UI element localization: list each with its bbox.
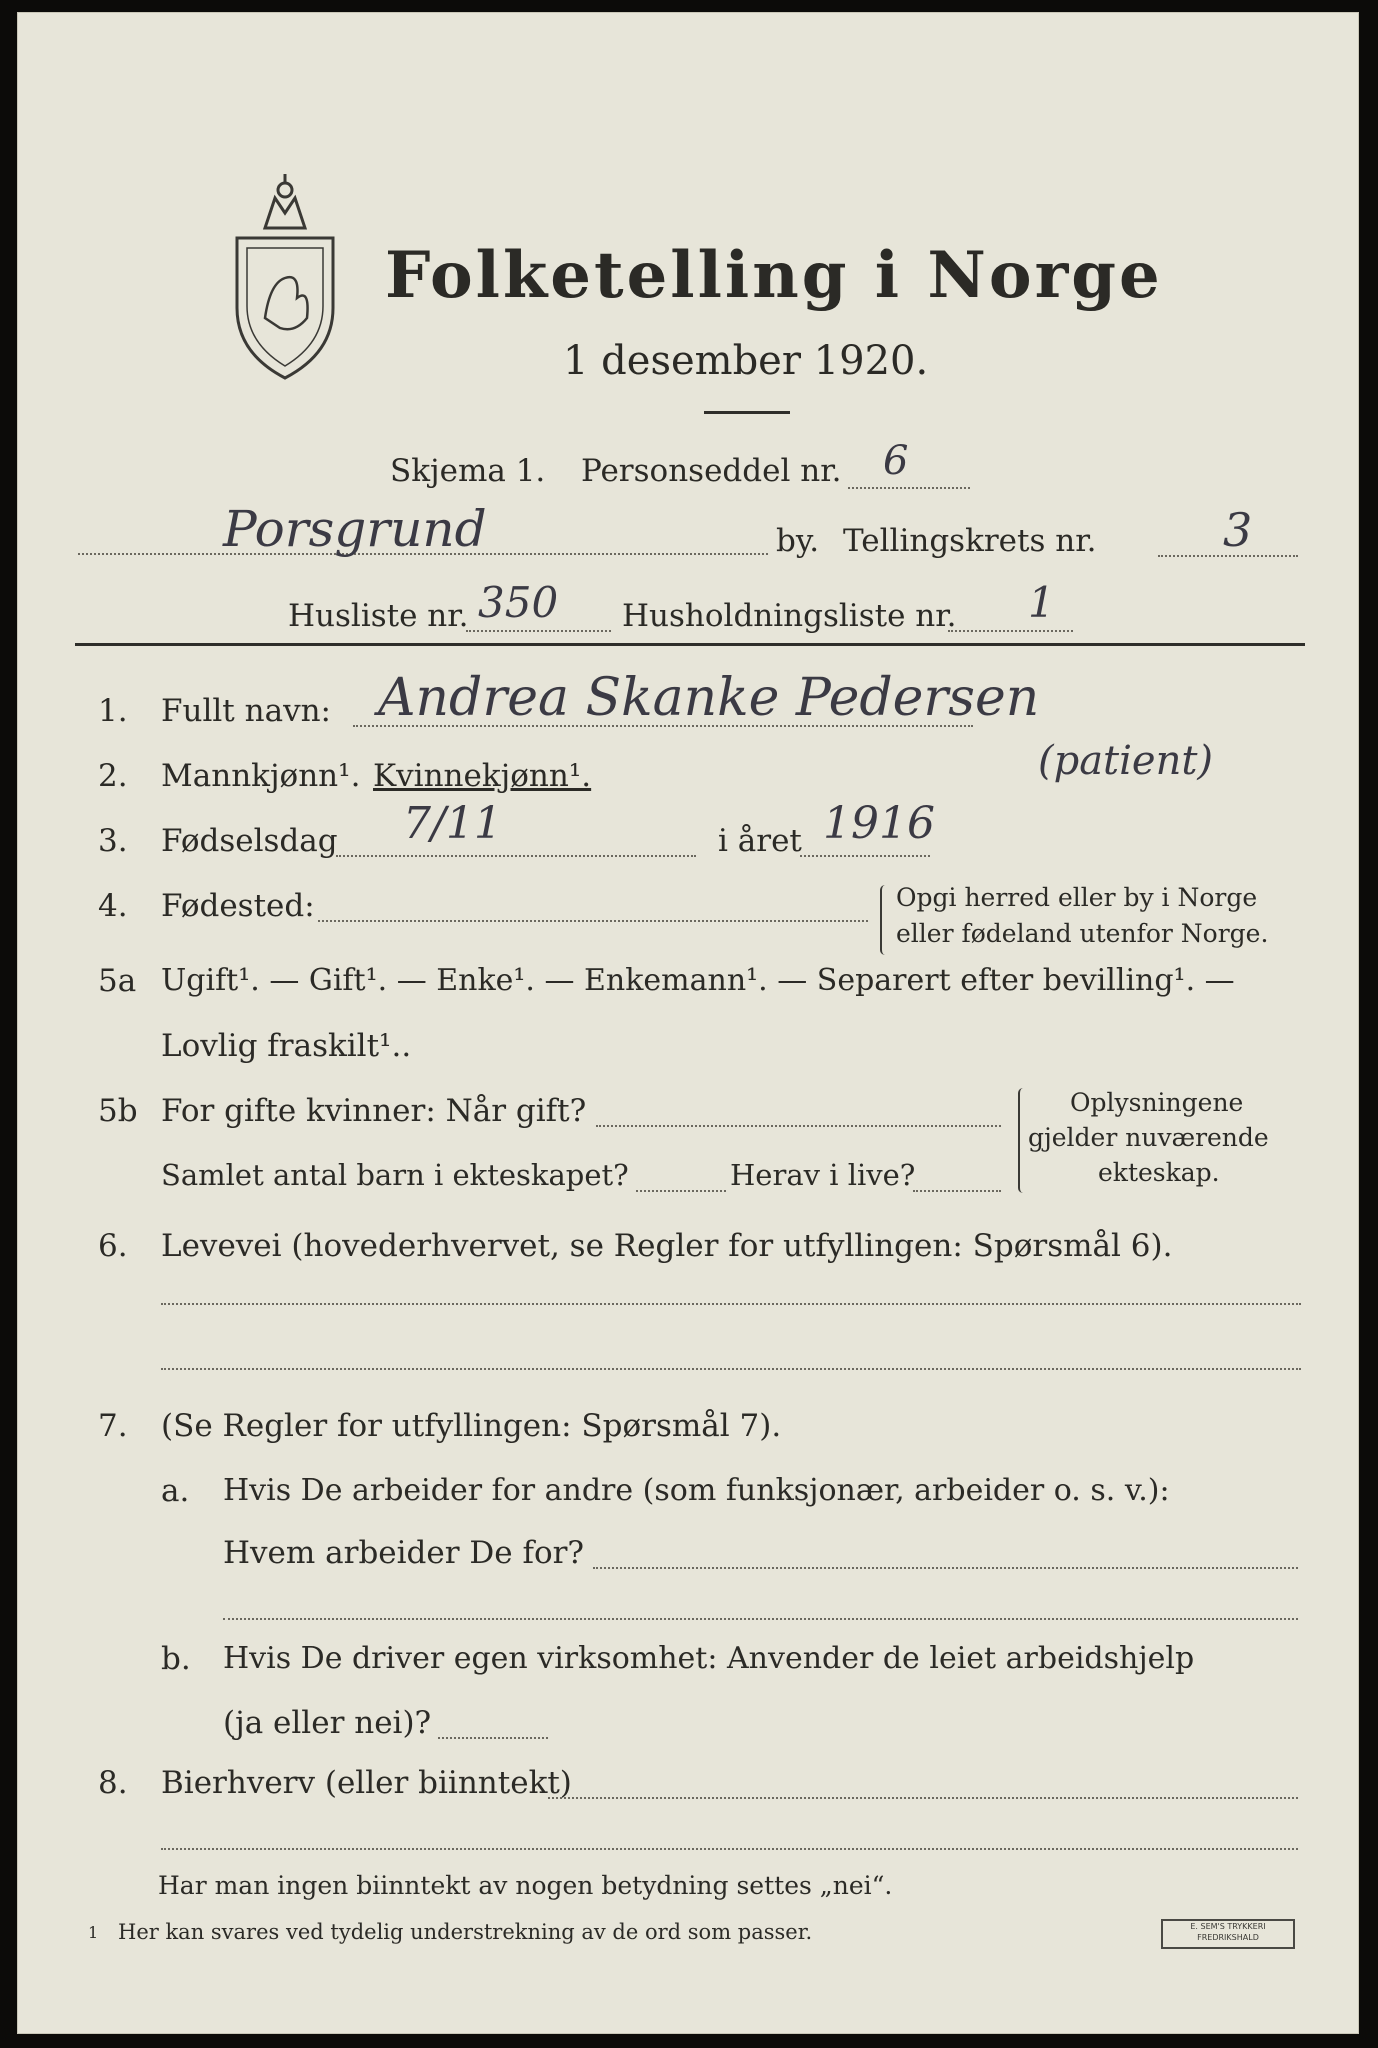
q5b-note-line1: Oplysningene <box>1070 1088 1244 1117</box>
q8-line1 <box>548 1797 1298 1799</box>
q7a-extra-line <box>223 1618 1298 1620</box>
full-name-value[interactable]: Andrea Skanke Pedersen <box>378 668 1040 728</box>
q4-brace <box>880 885 890 955</box>
q5b-line1: For gifte kvinner: Når gift? <box>161 1093 587 1129</box>
q7a-employer-line <box>593 1567 1298 1569</box>
printer-stamp <box>1161 1919 1295 1949</box>
q7b-letter: b. <box>161 1641 191 1677</box>
census-form-page <box>17 12 1359 2034</box>
q8-number: 8. <box>98 1765 128 1801</box>
schema-label: Skjema 1. <box>390 453 546 489</box>
printer-stamp-line1: E. SEM'S TRYKKERI <box>1190 1922 1266 1931</box>
q6-label: Levevei (hovederhvervet, se Regler for utfyllingen: Spørsmål 6). <box>161 1228 1173 1264</box>
q3-label: Fødselsdag <box>161 823 338 859</box>
q5b-brace <box>1018 1088 1028 1193</box>
q7a-line2: Hvem arbeider De for? <box>223 1535 585 1571</box>
husholdningsliste-value[interactable]: 1 <box>1028 578 1055 627</box>
census-date: 1 desember 1920. <box>563 338 929 384</box>
q5a-number: 5a <box>98 963 137 999</box>
q3-number: 3. <box>98 823 128 859</box>
q7a-letter: a. <box>161 1473 190 1509</box>
year-label: i året <box>718 823 802 859</box>
personseddel-value[interactable]: 6 <box>883 438 909 484</box>
q6-line1 <box>161 1303 1301 1305</box>
place-value[interactable]: Porsgrund <box>223 500 487 558</box>
footnote-text: Her kan svares ved tydelig understrekning av de ord som passer. <box>118 1920 813 1944</box>
bottom-note: Har man ingen biinntekt av nogen betydning settes „nei“. <box>158 1871 893 1900</box>
q4-note-line1: Opgi herred eller by i Norge <box>896 883 1258 912</box>
q4-line <box>318 920 868 922</box>
q7b-line2: (ja eller nei)? <box>223 1705 432 1741</box>
q5b-number: 5b <box>98 1093 138 1129</box>
personseddel-line <box>848 487 970 489</box>
q7b-answer-line <box>438 1737 548 1739</box>
husliste-label: Husliste nr. <box>288 598 469 634</box>
q5b-married-line <box>596 1125 1001 1127</box>
form-title: Folketelling i Norge <box>385 238 1163 313</box>
q1-number: 1. <box>98 693 128 729</box>
q5b-line2a: Samlet antal barn i ekteskapet? <box>161 1158 629 1192</box>
kvinnekjonn-option[interactable]: Kvinnekjønn¹. <box>373 758 592 794</box>
q5b-note-line2: gjelder nuværende <box>1028 1123 1269 1152</box>
q5b-alive-line <box>913 1190 1001 1192</box>
by-label: by. <box>776 523 820 559</box>
q5a-line2[interactable]: Lovlig fraskilt¹.. <box>161 1028 412 1064</box>
norway-coat-of-arms-icon <box>225 168 345 383</box>
printer-stamp-line2: FREDRIKSHALD <box>1197 1933 1259 1942</box>
husliste-line <box>466 630 611 632</box>
husholdningsliste-label: Husholdningsliste nr. <box>622 598 957 634</box>
q7-label: (Se Regler for utfyllingen: Spørsmål 7). <box>161 1408 782 1444</box>
q7b-line1: Hvis De driver egen virksomhet: Anvender de leiet arbeidshjelp <box>223 1641 1195 1676</box>
full-name-note[interactable]: (patient) <box>1038 738 1214 784</box>
tellingskrets-label: Tellingskrets nr. <box>843 523 1097 559</box>
q6-number: 6. <box>98 1228 128 1264</box>
husliste-value[interactable]: 350 <box>478 578 559 627</box>
q8-line2 <box>161 1848 1298 1850</box>
q7a-line1: Hvis De arbeider for andre (som funksjonær, arbeider o. s. v.): <box>223 1473 1170 1508</box>
q2-number: 2. <box>98 758 128 794</box>
birth-year-value[interactable]: 1916 <box>823 798 935 849</box>
husholdningsliste-line <box>948 630 1073 632</box>
q4-number: 4. <box>98 888 128 924</box>
q6-line2 <box>161 1368 1301 1370</box>
mannkjonn-option[interactable]: Mannkjønn¹. <box>161 758 361 794</box>
q5b-note-line3: ekteskap. <box>1098 1158 1220 1187</box>
q3-line <box>336 855 696 857</box>
footnote-mark: 1 <box>88 1923 99 1942</box>
q4-label: Fødested: <box>161 888 315 924</box>
personseddel-label: Personseddel nr. <box>581 453 842 489</box>
tellingskrets-value[interactable]: 3 <box>1223 503 1253 557</box>
q5b-children-line <box>636 1190 726 1192</box>
birth-date-value[interactable]: 7/11 <box>403 798 502 849</box>
year-line <box>800 855 930 857</box>
q8-label: Bierhverv (eller biinntekt) <box>161 1765 572 1801</box>
title-divider <box>704 411 790 414</box>
q4-note-line2: eller fødeland utenfor Norge. <box>896 919 1269 948</box>
q1-label: Fullt navn: <box>161 693 331 729</box>
q7-number: 7. <box>98 1408 128 1444</box>
q5b-line2b: Herav i live? <box>730 1158 916 1192</box>
q5a-line1[interactable]: Ugift¹. — Gift¹. — Enke¹. — Enkemann¹. — Separert efter bevilling¹. — <box>161 963 1235 998</box>
header-rule <box>75 643 1305 646</box>
